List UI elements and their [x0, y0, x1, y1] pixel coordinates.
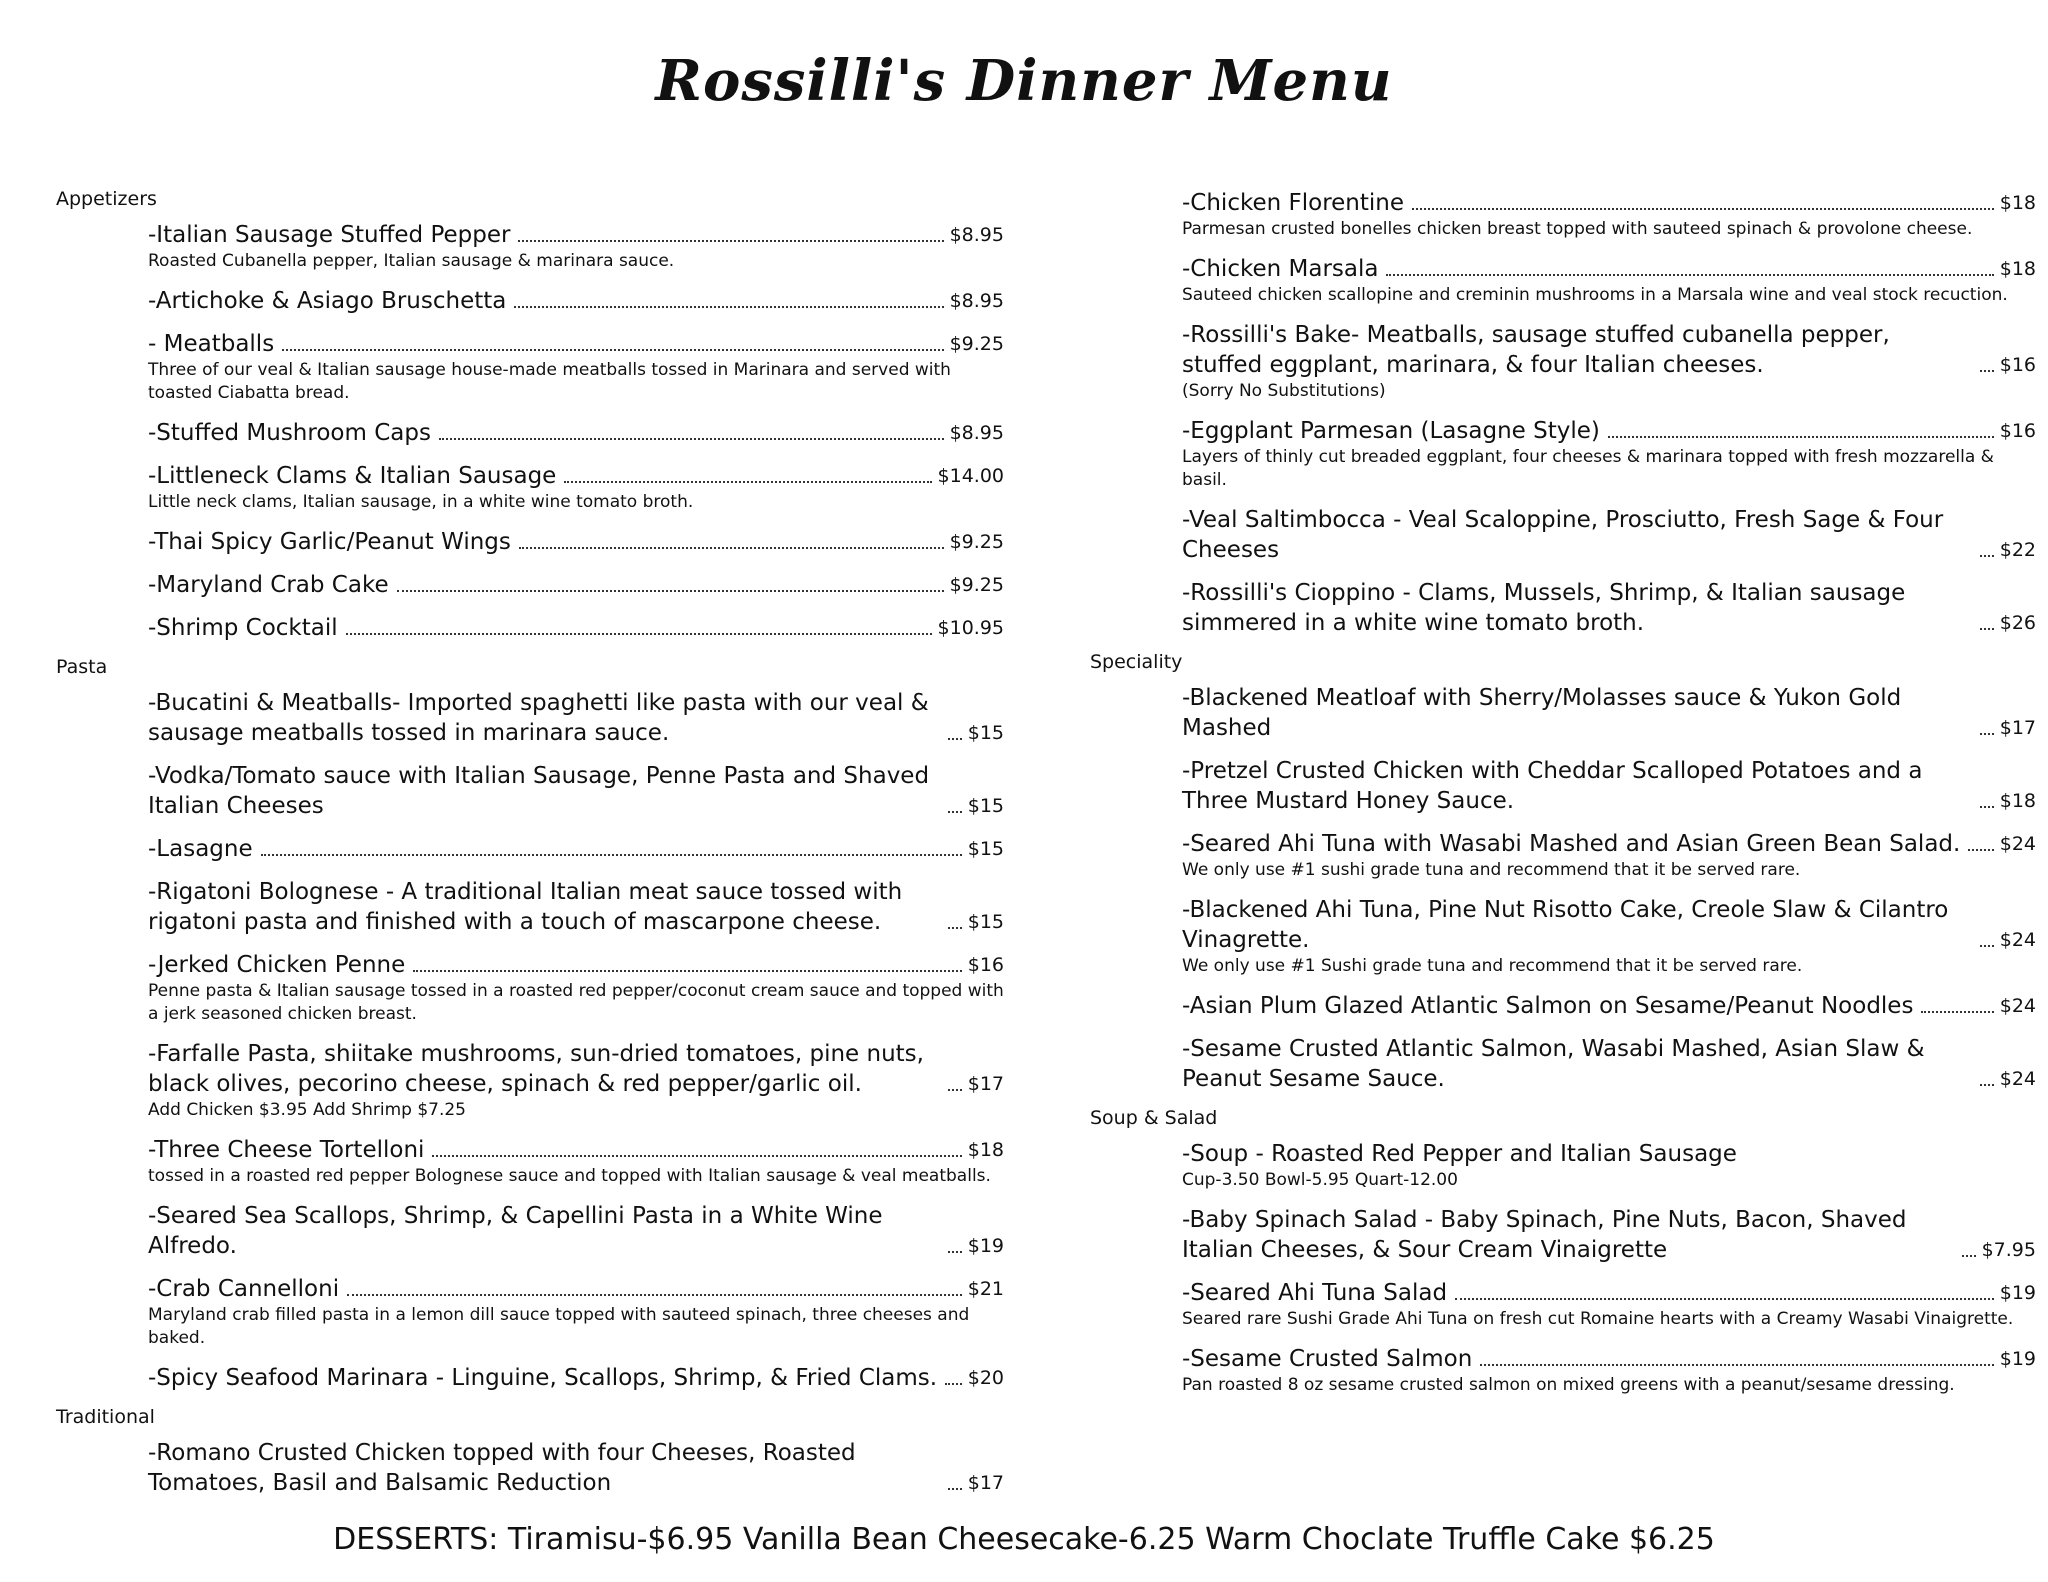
- item-name: -Baby Spinach Salad - Baby Spinach, Pine Nuts, Bacon, Shaved Italian Cheeses, & Sour Cream Vinaigrette: [1182, 1207, 1907, 1263]
- item-description: Cup-3.50 Bowl-5.95 Quart-12.00: [1182, 1170, 1458, 1190]
- item-name: -Rigatoni Bolognese - A traditional Italian meat sauce tossed with rigatoni pasta and finished with a touch of mascarpone cheese.: [148, 879, 903, 935]
- item-description: Roasted Cubanella pepper, Italian sausage & marinara sauce.: [148, 251, 675, 271]
- leader-dots: [1962, 1255, 1976, 1257]
- item-name: -Shrimp Cocktail: [148, 615, 338, 641]
- item-price: $16: [1999, 420, 2036, 442]
- menu-item: [1182, 1278, 2036, 1331]
- menu-item: [148, 1438, 1004, 1498]
- item-price: $15: [967, 722, 1004, 744]
- leader-dots: [1412, 208, 1994, 210]
- leader-dots: [948, 738, 962, 740]
- leader-dots: [1980, 1084, 1994, 1086]
- item-description: We only use #1 sushi grade tuna and recommend that it be served rare.: [1182, 860, 1801, 880]
- item-description: Add Chicken $3.95 Add Shrimp $7.25: [148, 1100, 466, 1120]
- menu-item: [1182, 756, 2036, 816]
- item-price: $18: [1999, 192, 2036, 214]
- item-price: $9.25: [949, 531, 1004, 553]
- item-price: $17: [967, 1472, 1004, 1494]
- item-price: $14.00: [937, 465, 1004, 487]
- item-price: $20: [967, 1367, 1004, 1389]
- leader-dots: [514, 306, 943, 308]
- item-description: Pan roasted 8 oz sesame crusted salmon on mixed greens with a peanut/sesame dressing.: [1182, 1375, 1955, 1395]
- item-name: -Eggplant Parmesan (Lasagne Style): [1182, 418, 1600, 444]
- menu-item: [148, 527, 1004, 557]
- menu-item: [148, 834, 1004, 864]
- item-name: -Italian Sausage Stuffed Pepper: [148, 222, 511, 248]
- menu-item: [148, 761, 1004, 821]
- item-description: Sauteed chicken scallopine and creminin mushrooms in a Marsala wine and veal stock recuction.: [1182, 285, 2008, 305]
- item-name: -Rossilli's Bake- Meatballs, sausage stuffed cubanella pepper, stuffed eggplant, marinara, & four Italian cheeses.: [1182, 322, 1890, 378]
- item-name: -Seared Sea Scallops, Shrimp, & Capellini Pasta in a White Wine Alfredo.: [148, 1203, 883, 1259]
- menu-item: [1182, 1139, 2036, 1192]
- leader-dots: [1455, 1298, 1994, 1300]
- item-description: Layers of thinly cut breaded eggplant, four cheeses & marinara topped with fresh mozzarella & basil.: [1182, 447, 1994, 490]
- leader-dots: [518, 240, 943, 242]
- leader-dots: [1608, 436, 1994, 438]
- item-name: -Three Cheese Tortelloni: [148, 1137, 425, 1163]
- leader-dots: [1980, 945, 1994, 947]
- item-price: $15: [967, 911, 1004, 933]
- item-name: -Crab Cannelloni: [148, 1276, 340, 1302]
- menu-item: [148, 329, 1004, 405]
- item-description: (Sorry No Substitutions): [1182, 381, 1386, 401]
- item-description: tossed in a roasted red pepper Bolognese sauce and topped with Italian sausage & veal meatballs.: [148, 1166, 991, 1186]
- leader-dots: [1386, 274, 1993, 276]
- item-name: -Jerked Chicken Penne: [148, 952, 406, 978]
- leader-dots: [945, 1383, 962, 1385]
- item-price: $15: [967, 838, 1004, 860]
- item-name: -Bucatini & Meatballs- Imported spaghetti like pasta with our veal & sausage meatballs tossed in marinara sauce.: [148, 690, 929, 746]
- item-name: -Chicken Florentine: [1182, 190, 1405, 216]
- leader-dots: [439, 438, 944, 440]
- item-price: $16: [1999, 354, 2036, 376]
- leader-dots: [347, 1294, 962, 1296]
- menu-item: [148, 950, 1004, 1026]
- leader-dots: [948, 1251, 962, 1253]
- menu-item: [1182, 505, 2036, 565]
- section-heading: Pasta: [56, 656, 108, 678]
- item-description: Little neck clams, Italian sausage, in a white wine tomato broth.: [148, 492, 694, 512]
- menu-item: [1182, 683, 2036, 743]
- section-heading: Soup & Salad: [1090, 1107, 1218, 1129]
- item-name: -Veal Saltimbocca - Veal Scaloppine, Prosciutto, Fresh Sage & Four Cheeses: [1182, 507, 1944, 563]
- item-name: -Artichoke & Asiago Bruschetta: [148, 288, 507, 314]
- menu-item: [148, 1201, 1004, 1261]
- menu-item: [1182, 991, 2036, 1021]
- item-price: $19: [1999, 1282, 2036, 1304]
- item-name: -Seared Ahi Tuna Salad: [1182, 1280, 1448, 1306]
- item-price: $8.95: [949, 290, 1004, 312]
- leader-dots: [1980, 555, 1994, 557]
- leader-dots: [519, 547, 944, 549]
- menu-item: [1182, 1205, 2036, 1265]
- item-price: $17: [967, 1073, 1004, 1095]
- leader-dots: [948, 927, 962, 929]
- menu-item: [1182, 1344, 2036, 1397]
- item-price: $24: [1999, 995, 2036, 1017]
- item-name: -Chicken Marsala: [1182, 256, 1379, 282]
- item-name: -Littleneck Clams & Italian Sausage: [148, 463, 557, 489]
- section-heading: Traditional: [56, 1406, 155, 1428]
- item-name: - Meatballs: [148, 331, 275, 357]
- leader-dots: [1921, 1011, 1993, 1013]
- item-price: $7.95: [1981, 1239, 2036, 1261]
- menu-item: [148, 1363, 1004, 1393]
- leader-dots: [261, 854, 962, 856]
- item-price: $18: [967, 1139, 1004, 1161]
- item-price: $19: [967, 1235, 1004, 1257]
- item-description: Seared rare Sushi Grade Ahi Tuna on fresh cut Romaine hearts with a Creamy Wasabi Vinaigrette.: [1182, 1309, 2014, 1329]
- leader-dots: [1480, 1364, 1993, 1366]
- item-price: $8.95: [949, 422, 1004, 444]
- leader-dots: [1980, 806, 1994, 808]
- menu-item: [148, 286, 1004, 316]
- item-name: -Sesame Crusted Atlantic Salmon, Wasabi Mashed, Asian Slaw & Peanut Sesame Sauce.: [1182, 1036, 1925, 1092]
- item-price: $8.95: [949, 224, 1004, 246]
- item-price: $22: [1999, 539, 2036, 561]
- item-name: -Rossilli's Cioppino - Clams, Mussels, Shrimp, & Italian sausage simmered in a white wine tomato broth.: [1182, 580, 1906, 636]
- section-heading: Speciality: [1090, 651, 1183, 673]
- item-name: -Lasagne: [148, 836, 253, 862]
- item-price: $18: [1999, 258, 2036, 280]
- item-description: We only use #1 Sushi grade tuna and recommend that it be served rare.: [1182, 956, 1803, 976]
- leader-dots: [1968, 849, 1993, 851]
- section-heading: Appetizers: [56, 188, 157, 210]
- item-name: -Romano Crusted Chicken topped with four Cheeses, Roasted Tomatoes, Basil and Balsamic Reduction: [148, 1440, 856, 1496]
- item-name: -Thai Spicy Garlic/Peanut Wings: [148, 529, 511, 555]
- menu-item: [148, 1274, 1004, 1350]
- item-name: -Blackened Meatloaf with Sherry/Molasses sauce & Yukon Gold Mashed: [1182, 685, 1902, 741]
- item-name: -Sesame Crusted Salmon: [1182, 1346, 1473, 1372]
- menu-item: [1182, 578, 2036, 638]
- item-description: Parmesan crusted bonelles chicken breast topped with sauteed spinach & provolone cheese.: [1182, 219, 1973, 239]
- leader-dots: [948, 1488, 962, 1490]
- item-description: Three of our veal & Italian sausage house-made meatballs tossed in Marinara and served with toasted Ciabatta bread.: [148, 360, 951, 403]
- item-price: $24: [1999, 1068, 2036, 1090]
- menu-item: [148, 877, 1004, 937]
- item-name: -Seared Ahi Tuna with Wasabi Mashed and Asian Green Bean Salad.: [1182, 831, 1961, 857]
- menu-item: [148, 461, 1004, 514]
- item-price: $9.25: [949, 333, 1004, 355]
- leader-dots: [413, 970, 961, 972]
- item-price: $16: [967, 954, 1004, 976]
- menu-title: Rossilli's Dinner Menu: [655, 48, 1393, 114]
- menu-item: [1182, 829, 2036, 882]
- item-name: -Soup - Roasted Red Pepper and Italian Sausage: [1182, 1141, 1737, 1167]
- item-description: Maryland crab filled pasta in a lemon dill sauce topped with sauteed spinach, three cheeses and baked.: [148, 1305, 970, 1348]
- leader-dots: [564, 481, 931, 483]
- leader-dots: [948, 1089, 962, 1091]
- item-name: -Maryland Crab Cake: [148, 572, 389, 598]
- menu-item: [148, 688, 1004, 748]
- item-name: -Asian Plum Glazed Atlantic Salmon on Sesame/Peanut Noodles: [1182, 993, 1914, 1019]
- item-name: -Stuffed Mushroom Caps: [148, 420, 431, 446]
- menu-item: [148, 1135, 1004, 1188]
- leader-dots: [948, 811, 962, 813]
- leader-dots: [1980, 733, 1994, 735]
- item-price: $10.95: [937, 617, 1004, 639]
- menu-item: [1182, 895, 2036, 978]
- right-column: [1090, 188, 2036, 1410]
- menu-item: [148, 418, 1004, 448]
- item-price: $24: [1999, 929, 2036, 951]
- menu-item: [148, 570, 1004, 600]
- item-price: $19: [1999, 1348, 2036, 1370]
- menu-item: [1182, 254, 2036, 307]
- item-name: -Spicy Seafood Marinara - Linguine, Scallops, Shrimp, & Fried Clams.: [148, 1365, 938, 1391]
- item-price: $26: [1999, 612, 2036, 634]
- leader-dots: [397, 590, 944, 592]
- menu-item: [148, 1039, 1004, 1122]
- item-name: -Blackened Ahi Tuna, Pine Nut Risotto Cake, Creole Slaw & Cilantro Vinagrette.: [1182, 897, 1949, 953]
- item-price: $17: [1999, 717, 2036, 739]
- desserts-line: DESSERTS: Tiramisu-$6.95 Vanilla Bean Cheesecake-6.25 Warm Choclate Truffle Cake $6.25: [333, 1522, 1715, 1557]
- leader-dots: [1980, 628, 1994, 630]
- menu-item: [1182, 1034, 2036, 1094]
- item-price: $9.25: [949, 574, 1004, 596]
- item-name: -Vodka/Tomato sauce with Italian Sausage, Penne Pasta and Shaved Italian Cheeses: [148, 763, 930, 819]
- menu-item: [148, 613, 1004, 643]
- left-column: [56, 188, 1004, 1511]
- leader-dots: [1980, 370, 1994, 372]
- menu-item: [1182, 188, 2036, 241]
- menu-item: [148, 220, 1004, 273]
- menu-item: [1182, 416, 2036, 492]
- leader-dots: [282, 349, 943, 351]
- menu-item: [1182, 320, 2036, 403]
- item-name: -Farfalle Pasta, shiitake mushrooms, sun-dried tomatoes, pine nuts, black olives, pecorino cheese, spinach & red pepper/garlic oil.: [148, 1041, 924, 1097]
- item-price: $21: [967, 1278, 1004, 1300]
- item-description: Penne pasta & Italian sausage tossed in a roasted red pepper/coconut cream sauce and topped with a jerk seasoned chicken breast.: [148, 981, 1004, 1024]
- leader-dots: [432, 1155, 961, 1157]
- item-name: -Pretzel Crusted Chicken with Cheddar Scalloped Potatoes and a Three Mustard Honey Sauce.: [1182, 758, 1923, 814]
- item-price: $18: [1999, 790, 2036, 812]
- item-price: $15: [967, 795, 1004, 817]
- item-price: $24: [1999, 833, 2036, 855]
- leader-dots: [346, 633, 932, 635]
